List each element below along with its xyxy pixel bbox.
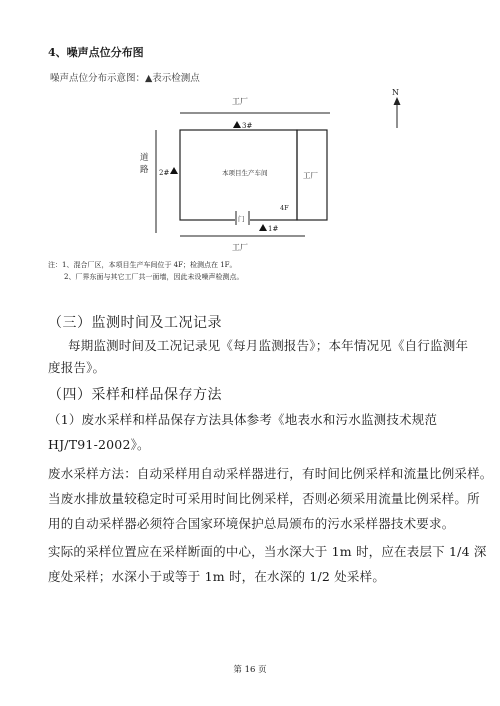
- sampling-method-line-1: 废水采样方法：自动采样用自动采样器进行，有时间比例采样和流量比例采样。: [48, 466, 493, 481]
- sampling-ref-line-2: HJ/T91-2002》。: [48, 437, 150, 452]
- page-number: 第 16 页: [233, 665, 267, 675]
- section-3-heading: （三）监测时间及工况记录: [48, 315, 222, 331]
- diagram-note-2: 2、厂界东面与其它工厂共一面墙，因此未设噪声检测点。: [64, 273, 244, 281]
- monitoring-point-1-label: 1#: [268, 225, 279, 233]
- workshop-label: 本项目生产车间: [222, 169, 268, 177]
- section-3-paragraph-line-2: 度报告》。: [48, 360, 106, 375]
- section-4-title: 4、噪声点位分布图: [48, 46, 144, 59]
- monitoring-point-2-label: 2#: [159, 169, 170, 177]
- factory-label-top: 工厂: [232, 97, 248, 106]
- sampling-method-line-3: 用的自动采样器必须符合国家环境保护总局颁布的污水采样器技术要求。: [48, 516, 455, 531]
- floor-label-4f: 4F: [280, 204, 289, 212]
- factory-label-bottom: 工厂: [232, 243, 248, 252]
- section-4b-heading: （四）采样和样品保存方法: [48, 387, 222, 403]
- monitoring-point-1-marker: [259, 224, 267, 231]
- section-3-paragraph-line-1: 每期监测时间及工况记录见《每月监测报告》；本年情况见《自行监测年: [68, 338, 469, 353]
- monitoring-point-3-marker: [233, 121, 241, 128]
- factory-label-right: 工厂: [303, 171, 318, 180]
- monitoring-point-2-marker: [170, 167, 178, 174]
- sampling-position-line-1: 实际的采样位置应在采样断面的中心，当水深大于 1m 时，应在表层下 1/4 深: [48, 544, 487, 559]
- gate-label: 门: [238, 215, 245, 223]
- north-label: N: [392, 88, 399, 97]
- diagram-caption: 噪声点位分布示意图：▲表示检测点: [50, 73, 200, 84]
- road-label-char-2: 路: [140, 165, 149, 175]
- north-arrowhead: [394, 97, 401, 105]
- sampling-method-line-2: 当废水排放量较稳定时可采用时间比例采样，否则必须采用流量比例采样。所: [48, 491, 480, 506]
- monitoring-point-3-label: 3#: [242, 122, 253, 130]
- diagram-note-1: 注：1、混合厂区，本项目生产车间位于 4F；检测点在 1F。: [48, 261, 237, 269]
- road-label-char-1: 道: [140, 153, 149, 163]
- sampling-position-line-2: 度处采样；水深小于或等于 1m 时，在水深的 1/2 处采样。: [48, 569, 386, 584]
- sampling-ref-line-1: （1）废水采样和样品保存方法具体参考《地表水和污水监测技术规范: [48, 412, 438, 427]
